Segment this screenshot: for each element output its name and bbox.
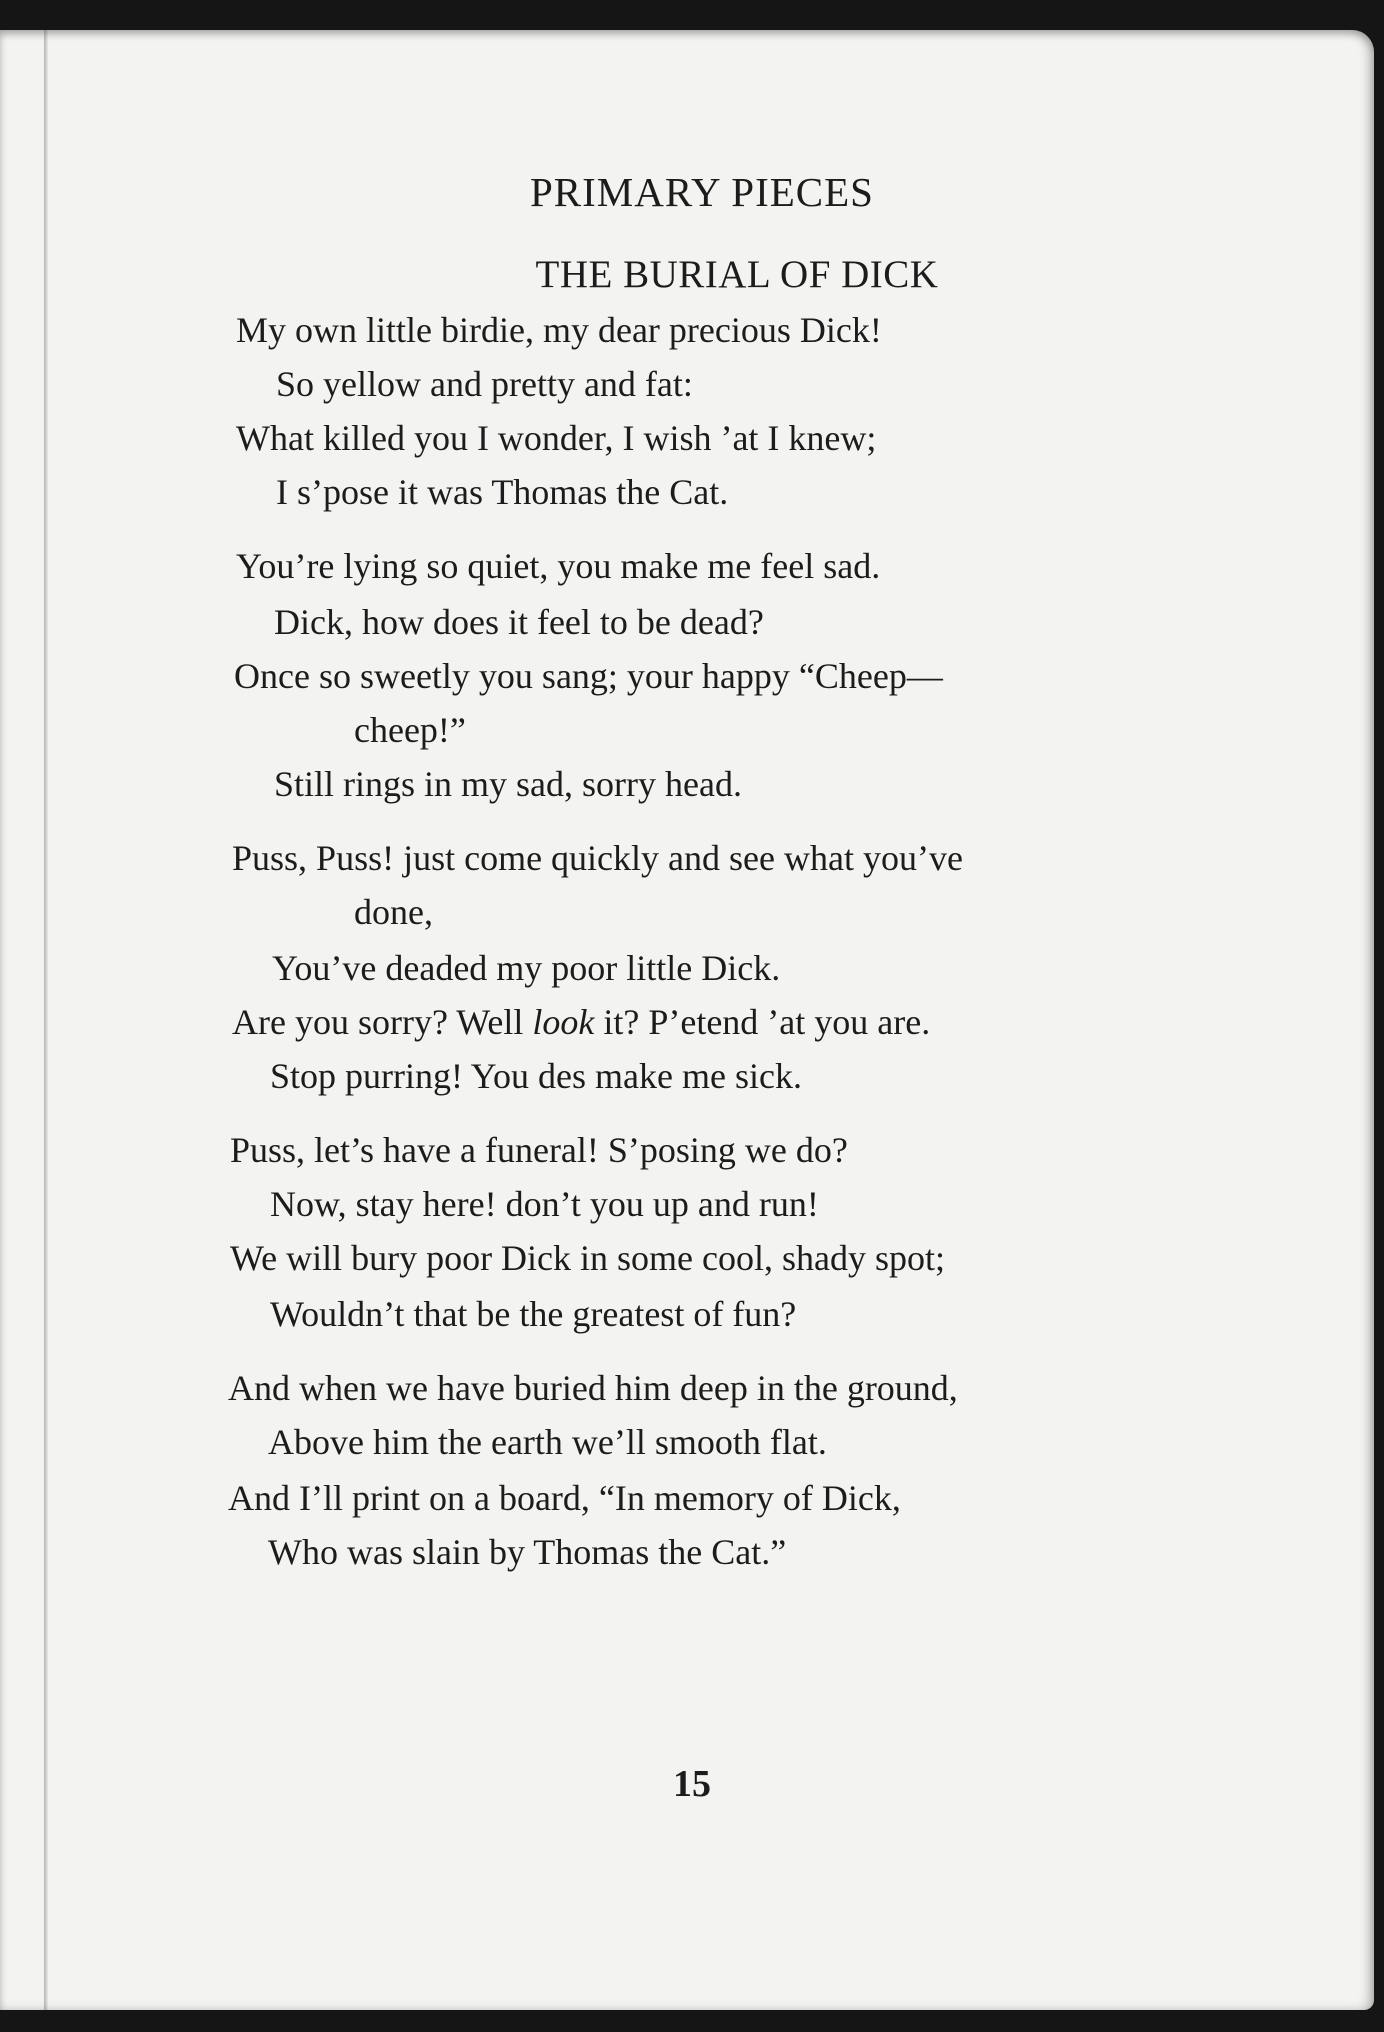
poem-line: Puss, let’s have a funeral! S’posing we do?	[230, 1130, 848, 1170]
poem-line: What killed you I wonder, I wish ’at I knew;	[236, 418, 877, 458]
poem-line: I s’pose it was Thomas the Cat.	[276, 472, 729, 512]
poem-line: cheep!”	[354, 710, 466, 750]
poem-line: Stop purring! You des make me sick.	[270, 1056, 802, 1096]
poem-line: Who was slain by Thomas the Cat.”	[268, 1532, 787, 1572]
line-text: it? P’etend ’at you are.	[594, 1002, 931, 1042]
page-binding-edge	[44, 30, 48, 2010]
poem-line-with-emphasis	[232, 1004, 930, 1040]
poem-line: Now, stay here! don’t you up and run!	[270, 1184, 819, 1224]
poem-line: My own little birdie, my dear precious Dick!	[236, 310, 882, 350]
poem-line: Wouldn’t that be the greatest of fun?	[270, 1294, 797, 1334]
line-text: Are you sorry? Well	[232, 1002, 533, 1042]
poem-line: Still rings in my sad, sorry head.	[274, 764, 742, 804]
poem-line: We will bury poor Dick in some cool, shady spot;	[230, 1238, 946, 1278]
poem-line: Puss, Puss! just come quickly and see what you’ve	[232, 838, 963, 878]
emphasis-text: look	[532, 1002, 595, 1042]
poem-line: You’re lying so quiet, you make me feel sad.	[236, 546, 881, 586]
poem-line: Once so sweetly you sang; your happy “Cheep—	[234, 656, 943, 696]
poem-line: And I’ll print on a board, “In memory of Dick,	[228, 1478, 901, 1518]
poem-line: done,	[354, 892, 433, 932]
poem-title: THE BURIAL OF DICK	[535, 253, 939, 296]
poem-line: So yellow and pretty and fat:	[276, 364, 693, 404]
poem-line: Above him the earth we’ll smooth flat.	[268, 1422, 827, 1462]
running-head: PRIMARY PIECES	[530, 169, 874, 215]
page-number: 15	[673, 1763, 711, 1805]
poem-line: You’ve deaded my poor little Dick.	[272, 948, 781, 988]
poem-line: Dick, how does it feel to be dead?	[274, 602, 764, 642]
poem-line: And when we have buried him deep in the ground,	[228, 1368, 958, 1408]
